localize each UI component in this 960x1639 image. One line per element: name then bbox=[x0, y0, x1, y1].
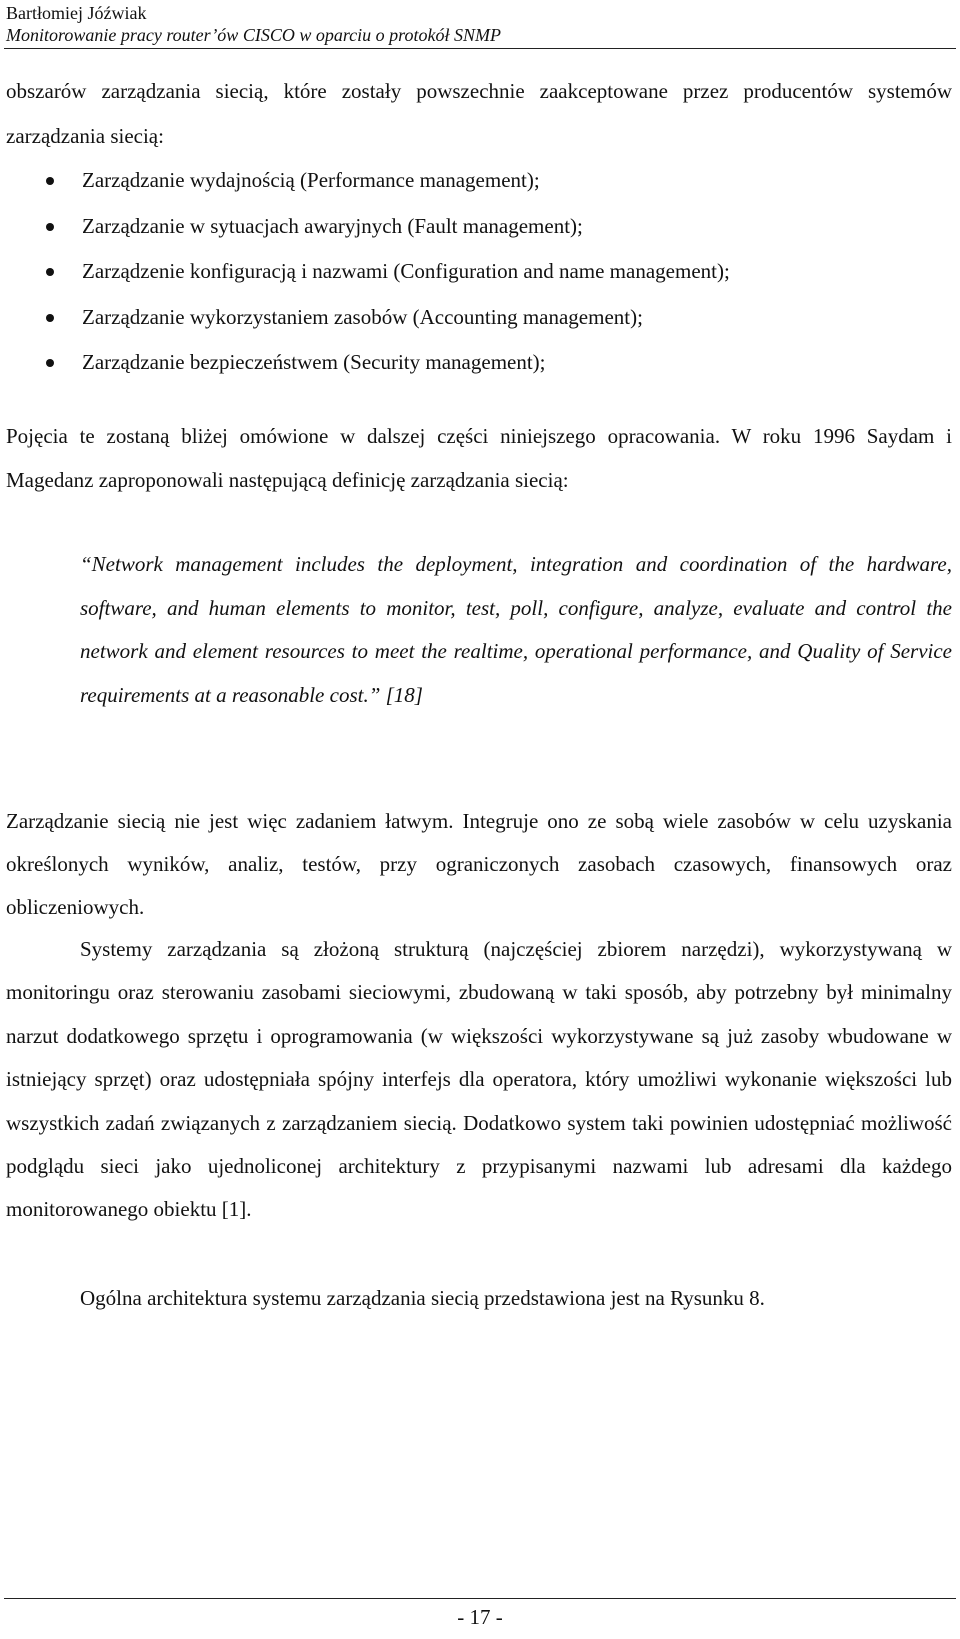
list-item bbox=[0, 249, 946, 295]
list-item bbox=[0, 295, 946, 341]
list-item-text: Zarządzanie bezpieczeństwem (Security management); bbox=[82, 350, 546, 374]
paragraph-systems: Systemy zarządzania są złożoną strukturą (najczęściej zbiorem narzędzi), wykorzystywaną w monitoringu oraz sterowaniu zasobami sieciowymi, zbudowaną w taki sposób, aby potrzebny był minimalny narzut dodatkowego sprzętu i oprogramowania (w większości wykorzystywane są już zasoby wbudowane w istniejący sprzęt) oraz udostępniała spójny interfejs dla operatora, który umożliwi wykonanie większości lub wszystkich zadań związanych z zarządzaniem siecią. Dodatkowo system taki powinien udostępniać możliwość podglądu sieci jako ujednoliconej architektury z przypisanymi nazwami lub adresami dla każdego monitorowanego obiektu [1]. bbox=[6, 937, 952, 1222]
list-item bbox=[0, 204, 946, 250]
list-item bbox=[0, 340, 946, 386]
header-author: Bartłomiej Jóźwiak bbox=[6, 3, 147, 23]
list-item-text: Zarządzanie wykorzystaniem zasobów (Accounting management); bbox=[82, 304, 643, 329]
list-item bbox=[0, 158, 946, 204]
list-item-text: Zarządzenie konfiguracją i nazwami (Configuration and name management); bbox=[82, 259, 730, 283]
definition-quote: “Network management includes the deployment, integration and coordination of the hardware, software, and human elements to monitor, test, poll, configure, analyze, evaluate and control the network and element resources to meet the realtime, operational performance, and Quality of Service requirements at a reasonable cost.” [18] bbox=[80, 552, 952, 707]
bullet-icon bbox=[46, 223, 54, 231]
header-rule bbox=[4, 48, 956, 49]
page-header bbox=[0, 0, 960, 50]
list-item-text: Zarządzanie wydajnością (Performance management); bbox=[82, 168, 540, 192]
page-number: - 17 - bbox=[457, 1605, 503, 1629]
paragraph-definition-intro: Pojęcia te zostaną bliżej omówione w dalszej części niniejszego opracowania. W roku 1996 Saydam i Magedanz zaproponowali następującą definicję zarządzania siecią: bbox=[6, 424, 952, 492]
bullet-icon bbox=[46, 359, 54, 367]
management-areas-list bbox=[0, 158, 946, 386]
bullet-icon bbox=[46, 268, 54, 276]
paragraph-difficulty: Zarządzanie siecią nie jest więc zadaniem łatwym. Integruje ono ze sobą wiele zasobów w celu uzyskania określonych wyników, analiz, testów, przy ograniczonych zasobach czasowych, finansowych oraz obliczeniowych. bbox=[6, 809, 952, 919]
bullet-icon bbox=[46, 314, 54, 322]
header-subtitle: Monitorowanie pracy router’ów CISCO w oparciu o protokół SNMP bbox=[6, 25, 501, 45]
paragraph-architecture: Ogólna architektura systemu zarządzania siecią przedstawiona jest na Rysunku 8. bbox=[80, 1286, 765, 1310]
bullet-icon bbox=[46, 177, 54, 185]
paragraph-intro: obszarów zarządzania siecią, które zostały powszechnie zaakceptowane przez producentów systemów zarządzania siecią: bbox=[6, 79, 952, 148]
footer-rule bbox=[4, 1598, 956, 1599]
list-item-text: Zarządzanie w sytuacjach awaryjnych (Fault management); bbox=[82, 213, 583, 238]
